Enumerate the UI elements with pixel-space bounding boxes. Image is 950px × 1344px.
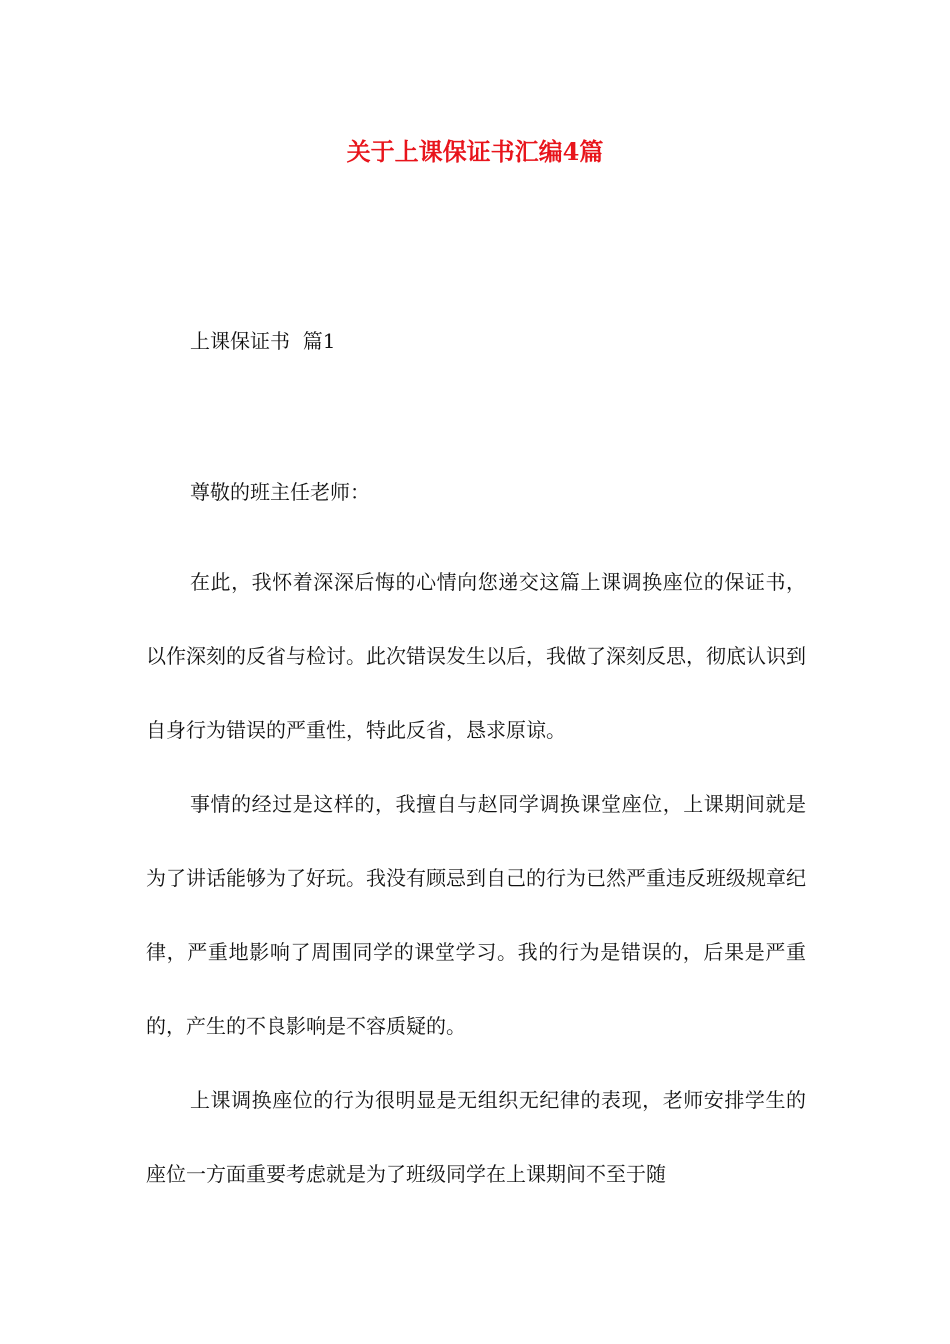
paragraph-1: 在此，我怀着深深后悔的心情向您递交这篇上课调换座位的保证书，以作深刻的反省与检讨。此次错误发生以后，我做了深刻反思，彻底认识到自身行为错误的严重性，特此反省，恳求原谅。 [146,570,806,742]
section-heading: 上课保证书 篇1 [190,329,336,353]
document-title: 关于上课保证书汇编4篇 [346,137,604,166]
body-text [146,545,806,1211]
salutation: 尊敬的班主任老师： [190,480,370,504]
paragraph-3: 上课调换座位的行为很明显是无组织无纪律的表现，老师安排学生的座位一方面重要考虑就是为了班级同学在上课期间不至于随 [146,1088,806,1186]
paragraph-2: 事情的经过是这样的，我擅自与赵同学调换课堂座位，上课期间就是为了讲话能够为了好玩。我没有顾忌到自己的行为已然严重违反班级规章纪律，严重地影响了周围同学的课堂学习。我的行为是错误的，后果是严重的，产生的不良影响是不容质疑的。 [146,792,806,1038]
